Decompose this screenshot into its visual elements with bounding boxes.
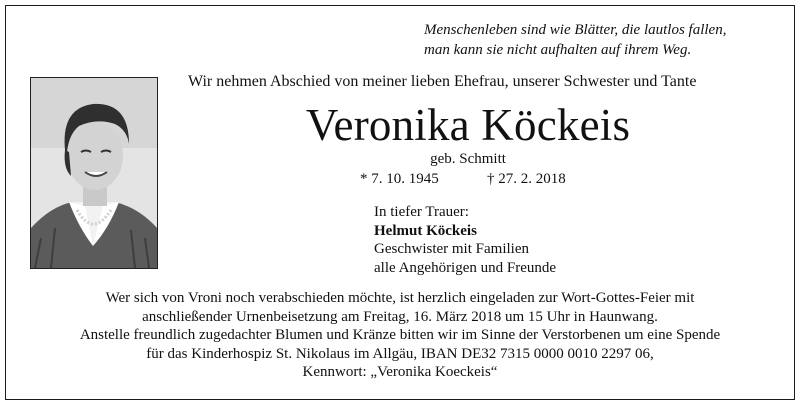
intro-text: Wir nehmen Abschied von meiner lieben Ehefrau, unserer Schwester und Tante	[188, 73, 697, 90]
portrait-illustration	[31, 78, 157, 268]
notice-line-2: anschließender Urnenbeisetzung am Freitag, 16. März 2018 um 15 Uhr in Haunwang.	[142, 308, 658, 325]
notice-line-4: für das Kinderhospiz St. Nikolaus im Allgäu, IBAN DE32 7315 0000 0010 2297 06,	[146, 345, 654, 362]
mourners-block	[374, 203, 674, 277]
quote-line-2: man kann sie nicht aufhalten auf ihrem Weg.	[424, 42, 692, 58]
deceased-name: Veronika Köckeis	[305, 100, 631, 150]
mourner-spouse: Helmut Köckeis	[374, 222, 477, 239]
epigraph-quote	[424, 20, 784, 60]
death-date: † 27. 2. 2018	[487, 171, 566, 187]
notice-line-5: Kennwort: „Veronika Koeckeis“	[302, 364, 498, 381]
notice-line-1: Wer sich von Vroni noch verabschieden möchte, ist herzlich eingeladen zur Wort-Gottes-Feier mit	[105, 290, 695, 306]
mourner-line: Geschwister mit Familien	[374, 241, 529, 257]
portrait-photo	[30, 77, 158, 269]
notice-line-3: Anstelle freundlich zugedachter Blumen und Kränze bitten wir im Sinne der Verstorbenen um eine Spende	[79, 327, 721, 344]
mourners-heading: In tiefer Trauer:	[374, 204, 469, 220]
quote-line-1: Menschenleben sind wie Blätter, die lautlos fallen,	[424, 22, 727, 38]
mourner-line: alle Angehörigen und Freunde	[374, 259, 557, 276]
ceremony-notice	[14, 289, 786, 382]
maiden-name: geb. Schmitt	[430, 151, 506, 167]
birth-date: * 7. 10. 1945	[360, 171, 439, 187]
